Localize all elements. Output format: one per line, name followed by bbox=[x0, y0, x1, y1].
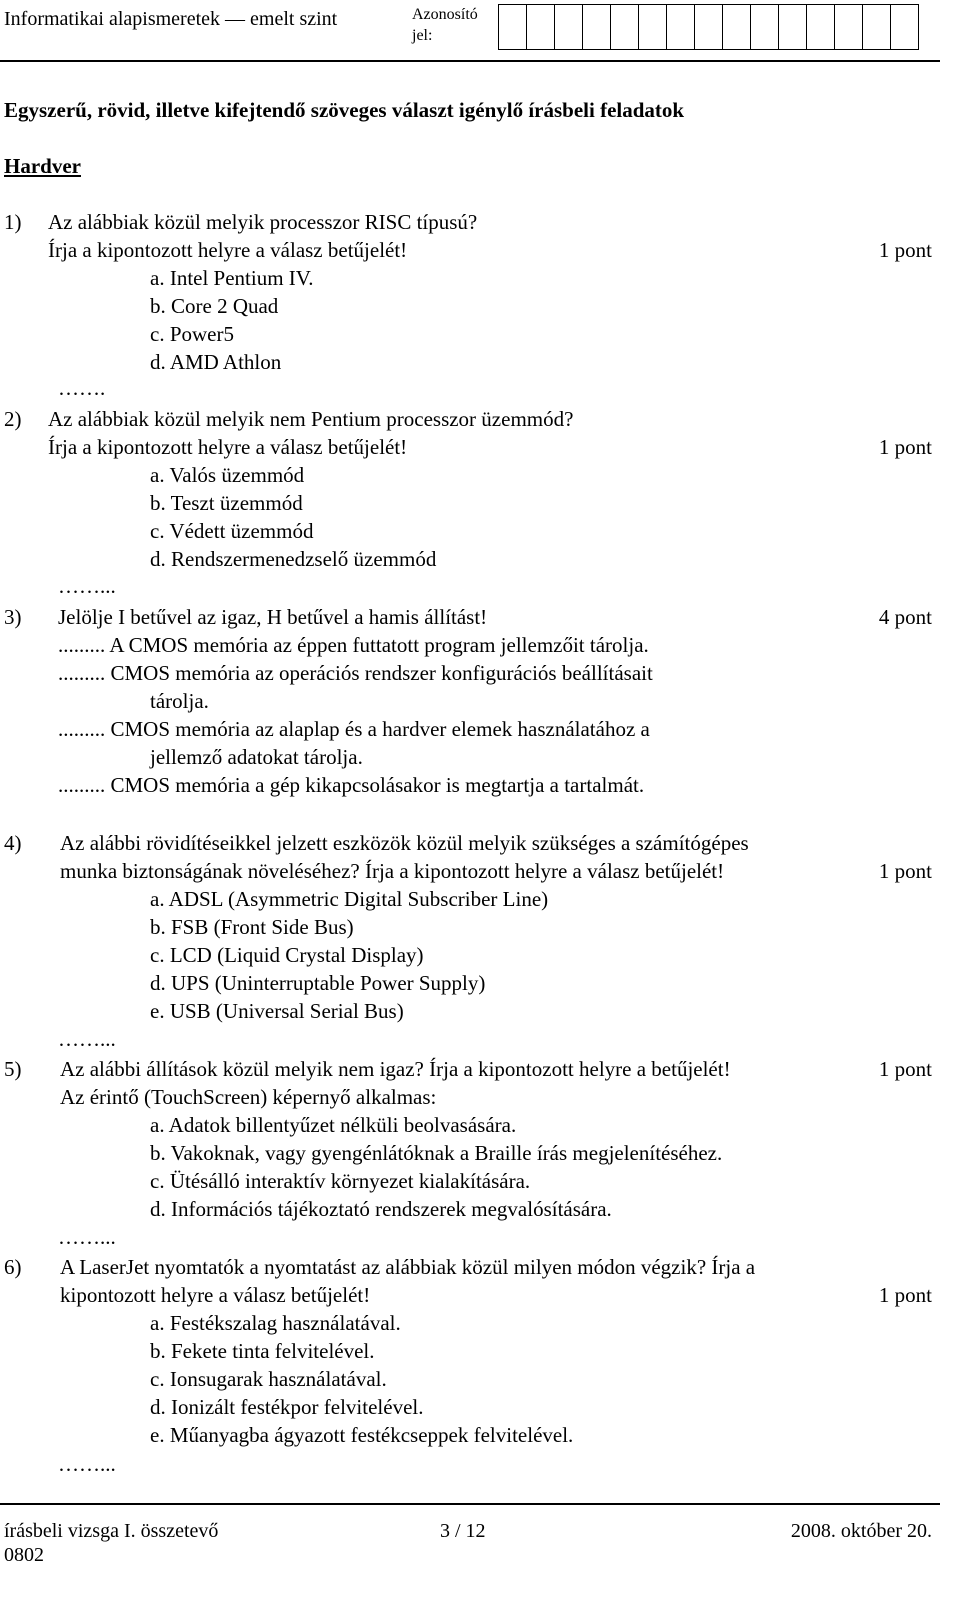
q4-text-2: munka biztonságának növeléséhez? Írja a kipontozott helyre a válasz betűjelét! bbox=[60, 859, 725, 883]
q1-option-a: a. Intel Pentium IV. bbox=[150, 266, 314, 290]
q2-number: 2) bbox=[4, 407, 22, 431]
id-box[interactable] bbox=[722, 4, 751, 50]
q3-statement-1[interactable]: ......... A CMOS memória az éppen futtatott program jellemzőit tárolja. bbox=[58, 633, 649, 657]
q6-option-d: d. Ionizált festékpor felvitelével. bbox=[150, 1395, 424, 1419]
q1-points: 1 pont bbox=[878, 238, 932, 262]
id-boxes bbox=[498, 4, 918, 50]
q4-points: 1 pont bbox=[878, 859, 932, 883]
q2-instruction: Írja a kipontozott helyre a válasz betűjelét! bbox=[48, 435, 408, 459]
q2-option-a: a. Valós üzemmód bbox=[150, 463, 305, 487]
q3-points: 4 pont bbox=[878, 605, 932, 629]
q6-option-c: c. Ionsugarak használatával. bbox=[150, 1367, 387, 1391]
q1-instruction: Írja a kipontozott helyre a válasz betűjelét! bbox=[48, 238, 408, 262]
q3-statement-2[interactable]: ......... CMOS memória az operációs rendszer konfigurációs beállításait bbox=[58, 661, 653, 685]
q3-statement-2-cont: tárolja. bbox=[150, 689, 209, 713]
id-box[interactable] bbox=[778, 4, 807, 50]
q4-answer-blank[interactable]: ……... bbox=[58, 1027, 116, 1051]
q5-number: 5) bbox=[4, 1057, 22, 1081]
q6-points: 1 pont bbox=[878, 1283, 932, 1307]
id-box[interactable] bbox=[862, 4, 891, 50]
q5-points: 1 pont bbox=[878, 1057, 932, 1081]
subsection-title: Hardver bbox=[4, 154, 81, 178]
q2-answer-blank[interactable]: ……... bbox=[58, 574, 116, 598]
q5-option-a: a. Adatok billentyűzet nélküli beolvasására. bbox=[150, 1113, 517, 1137]
q5-option-c: c. Ütésálló interaktív környezet kialakítására. bbox=[150, 1169, 531, 1193]
q6-option-e: e. Műanyagba ágyazott festékcseppek felvitelével. bbox=[150, 1423, 574, 1447]
id-box[interactable] bbox=[526, 4, 555, 50]
q5-text-1: Az alábbi állítások közül melyik nem igaz? Írja a kipontozott helyre a betűjelét! bbox=[60, 1057, 731, 1081]
q1-option-b: b. Core 2 Quad bbox=[150, 294, 279, 318]
q6-text-1: A LaserJet nyomtatók a nyomtatást az alábbiak közül milyen módon végzik? Írja a bbox=[60, 1255, 756, 1279]
q5-option-d: d. Információs tájékoztató rendszerek megvalósítására. bbox=[150, 1197, 612, 1221]
q4-option-e: e. USB (Universal Serial Bus) bbox=[150, 999, 404, 1023]
page-header bbox=[0, 0, 960, 64]
id-box[interactable] bbox=[666, 4, 695, 50]
id-box[interactable] bbox=[694, 4, 723, 50]
q2-option-d: d. Rendszermenedzselő üzemmód bbox=[150, 547, 437, 571]
id-box[interactable] bbox=[750, 4, 779, 50]
q2-option-c: c. Védett üzemmód bbox=[150, 519, 314, 543]
header-title: Informatikai alapismeretek — emelt szint bbox=[4, 8, 338, 30]
q6-number: 6) bbox=[4, 1255, 22, 1279]
q5-text-2: Az érintő (TouchScreen) képernyő alkalmas: bbox=[60, 1085, 437, 1109]
q2-points: 1 pont bbox=[878, 435, 932, 459]
q1-text: Az alábbiak közül melyik processzor RISC típusú? bbox=[48, 210, 478, 234]
q4-option-c: c. LCD (Liquid Crystal Display) bbox=[150, 943, 424, 967]
q6-option-b: b. Fekete tinta felvitelével. bbox=[150, 1339, 375, 1363]
id-label-line-1: Azonosító bbox=[412, 6, 478, 23]
id-box[interactable] bbox=[638, 4, 667, 50]
footer-code: 0802 bbox=[4, 1544, 44, 1566]
q6-option-a: a. Festékszalag használatával. bbox=[150, 1311, 401, 1335]
q3-number: 3) bbox=[4, 605, 22, 629]
id-box[interactable] bbox=[806, 4, 835, 50]
q3-statement-4[interactable]: ......... CMOS memória a gép kikapcsolásakor is megtartja a tartalmát. bbox=[58, 773, 645, 797]
id-box[interactable] bbox=[582, 4, 611, 50]
header-rule bbox=[0, 60, 940, 62]
q1-option-c: c. Power5 bbox=[150, 322, 234, 346]
id-box[interactable] bbox=[890, 4, 919, 50]
footer-date: 2008. október 20. bbox=[790, 1520, 932, 1542]
q2-text: Az alábbiak közül melyik nem Pentium processzor üzemmód? bbox=[48, 407, 574, 431]
footer-rule bbox=[0, 1503, 940, 1505]
id-box[interactable] bbox=[610, 4, 639, 50]
q1-answer-blank[interactable]: ……. bbox=[58, 376, 106, 400]
q1-option-d: d. AMD Athlon bbox=[150, 350, 282, 374]
id-box[interactable] bbox=[554, 4, 583, 50]
q4-option-d: d. UPS (Uninterruptable Power Supply) bbox=[150, 971, 486, 995]
q3-statement-3-cont: jellemző adatokat tárolja. bbox=[150, 745, 363, 769]
q4-option-b: b. FSB (Front Side Bus) bbox=[150, 915, 354, 939]
id-label bbox=[412, 4, 478, 46]
footer-exam-part: írásbeli vizsga I. összetevő bbox=[4, 1520, 219, 1542]
q5-option-b: b. Vakoknak, vagy gyengénlátóknak a Braille írás megjelenítéséhez. bbox=[150, 1141, 723, 1165]
q3-statement-3[interactable]: ......... CMOS memória az alaplap és a hardver elemek használatához a bbox=[58, 717, 650, 741]
q6-answer-blank[interactable]: ……... bbox=[58, 1452, 116, 1476]
q6-text-2: kipontozott helyre a válasz betűjelét! bbox=[60, 1283, 371, 1307]
id-box[interactable] bbox=[498, 4, 527, 50]
id-label-line-2: jel: bbox=[412, 27, 433, 44]
q4-option-a: a. ADSL (Asymmetric Digital Subscriber Line) bbox=[150, 887, 549, 911]
section-title: Egyszerű, rövid, illetve kifejtendő szöveges választ igénylő írásbeli feladatok bbox=[4, 98, 685, 122]
q4-text-1: Az alábbi rövidítéseikkel jelzett eszközök közül melyik szükséges a számítógépes bbox=[60, 831, 749, 855]
footer-page-number: 3 / 12 bbox=[440, 1520, 486, 1542]
q1-number: 1) bbox=[4, 210, 22, 234]
q3-text: Jelölje I betűvel az igaz, H betűvel a hamis állítást! bbox=[58, 605, 488, 629]
q2-option-b: b. Teszt üzemmód bbox=[150, 491, 303, 515]
q5-answer-blank[interactable]: ……... bbox=[58, 1225, 116, 1249]
q4-number: 4) bbox=[4, 831, 22, 855]
id-box[interactable] bbox=[834, 4, 863, 50]
